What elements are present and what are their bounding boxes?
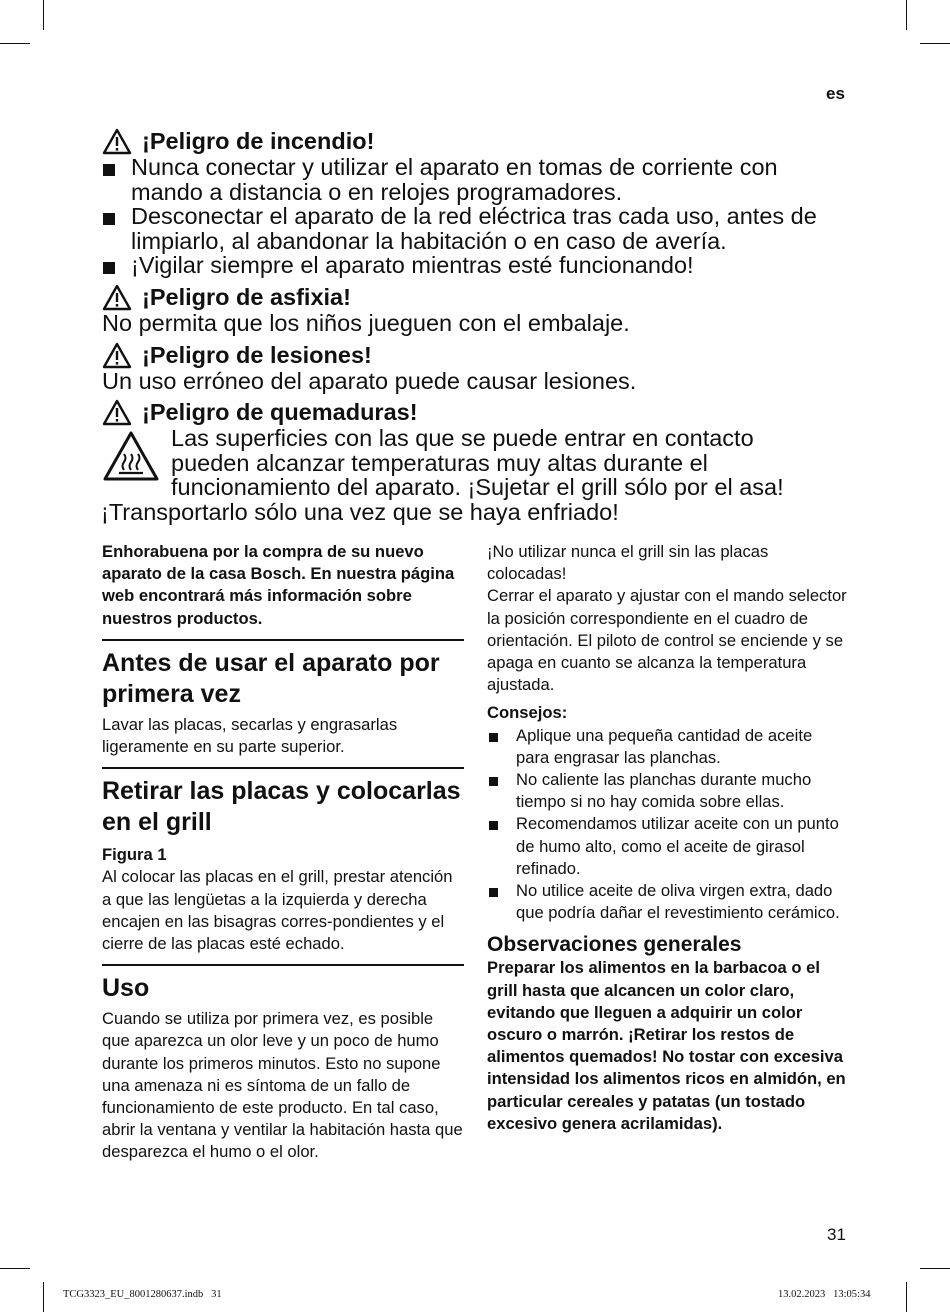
right-column [487,541,849,1135]
section-divider [102,964,464,966]
warning-triangle-icon [102,128,132,155]
injury-warning-title-text: ¡Peligro de lesiones! [142,341,372,368]
use-text: Cuando se utiliza por primera vez, es posible que aparezca un olor leve y un poco de humo durante los primeros minutos. Esto no supone una amenaza ni es síntoma de un fallo de funcionamiento de este producto. En tal caso, abrir la ventana y ventilar la habitación hasta que desparezca el humo o el olor. [102,1009,463,1162]
footer-file: TCG3323_EU_8001280637.indb 31 [63,1289,222,1300]
tips-label: Consejos: [487,703,568,723]
list-item: Aplique una pequeña cantidad de aceite para engrasar las planchas. [487,725,849,769]
burns-warning-body [102,426,832,524]
burns-line: pueden alcanzar temperaturas muy altas durante el [171,449,708,476]
burns-warning-text [101,425,784,525]
crop-mark [920,43,950,44]
burns-line: Las superficies con las que se puede entrar en contacto [171,425,754,452]
safety-warnings [102,128,832,525]
operation-text: Cerrar el aparato y ajustar con el mando selector la posición correspondiente en el cuadro de orientación. El piloto de control se enciende y se apaga en cuanto se alcanza la temperatura ajustada. [487,586,847,695]
warning-triangle-icon [102,342,132,369]
observations-text: Preparar los alimentos en la barbacoa o el grill hasta que alcancen un color claro, evitando que lleguen a adquirir un color oscuro o marrón. ¡Retirar los restos de alimentos quemados! No tostar con excesiva intensidad los alimentos ricos en almidón, en particular cereales y patatas (un tostado excesivo genera acrilamidas). [487,958,846,1133]
before-use-text: Lavar las placas, secarlas y engrasarlas ligeramente en su parte superior. [102,714,398,757]
figure-label: Figura 1 [102,845,167,865]
tips-list [487,725,849,925]
burns-line: ¡Transportarlo sólo una vez que se haya enfriado! [101,498,619,525]
asphyxia-warning-title-text: ¡Peligro de asfixia! [142,284,351,311]
observations-heading: Observaciones generales [487,933,742,957]
fire-warning-title [102,128,832,155]
crop-mark [43,0,44,30]
footer-timestamp: 13.02.2023 13:05:34 [778,1289,871,1300]
injury-warning-title [102,342,832,369]
crop-mark [906,1282,907,1312]
burns-line: funcionamiento del aparato. ¡Sujetar el grill sólo por el asa! [171,474,784,501]
burns-warning-title [102,399,832,426]
list-item: No utilice aceite de oliva virgen extra, dado que podría dañar el revestimiento cerámico. [487,880,849,924]
hot-surface-icon [102,430,160,482]
intro-text: Enhorabuena por la compra de su nuevo aparato de la casa Bosch. En nuestra página web encontrará más información sobre nuestros productos. [102,542,455,628]
use-heading: Uso [102,974,150,1003]
list-item: ¡Vigilar siempre el aparato mientras esté funcionando! [102,253,832,278]
list-item: No caliente las planchas durante mucho tiempo si no hay comida sobre ellas. [487,769,849,813]
language-code: es [826,84,845,103]
section-divider [102,767,464,769]
crop-mark [920,1268,950,1269]
crop-mark [0,1268,30,1269]
fire-warning-list [102,155,832,278]
list-item: Recomendamos utilizar aceite con un punto de humo alto, como el aceite de girasol refinado. [487,813,849,880]
before-use-heading: Antes de usar el aparato por primera vez [102,648,440,708]
section-divider [102,639,464,641]
list-item: Nunca conectar y utilizar el aparato en tomas de corriente con mando a distancia o en relojes programadores. [102,155,832,204]
crop-mark [43,1282,44,1312]
crop-mark [906,0,907,30]
injury-warning-text: Un uso erróneo del aparato puede causar lesiones. [102,367,637,394]
plates-text: Al colocar las placas en el grill, prestar atención a que las lengüetas a la izquierda y derecha encajen en las bisagras corres-pondientes y el cierre de las placas esté echado. [102,867,453,954]
asphyxia-warning-title [102,284,832,311]
crop-mark [0,43,30,44]
fire-warning-title-text: ¡Peligro de incendio! [142,128,375,155]
warning-triangle-icon [102,399,132,426]
plates-heading: Retirar las placas y colocarlas en el grill [102,777,461,837]
asphyxia-warning-text: No permita que los niños jueguen con el embalaje. [102,309,630,336]
warning-triangle-icon [102,284,132,311]
page-number: 31 [827,1225,846,1244]
list-item: Desconectar el aparato de la red eléctrica tras cada uso, antes de limpiarlo, al abandonar la habitación o en caso de avería. [102,204,832,253]
burns-warning-title-text: ¡Peligro de quemaduras! [142,399,418,426]
no-plates-warning: ¡No utilizar nunca el grill sin las placas colocadas! [487,542,769,584]
left-column [102,541,464,1164]
